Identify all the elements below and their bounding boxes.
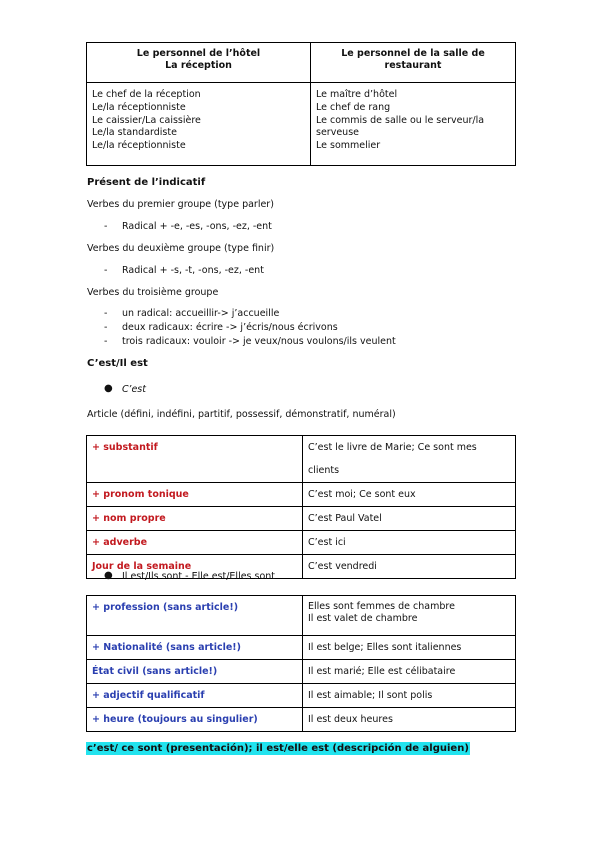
table-row (87, 660, 516, 684)
ilest-bullet-label: Il est/Ils sont - Elle est/Elles sont (122, 571, 276, 582)
cest-title: C’est/Il est (87, 358, 148, 369)
group3-rule-2: deux radicaux: écrire -> j’écris/nous écrivons (122, 322, 338, 333)
example-cell: Il est belge; Elles sont italiennes (303, 636, 516, 660)
dash-marker: - (104, 322, 108, 333)
list-item: Le/la standardiste (92, 127, 177, 139)
group1-title: Verbes du premier groupe (type parler) (87, 199, 274, 210)
example-cell: C’est moi; Ce sont eux (303, 483, 516, 507)
group2-title: Verbes du deuxième groupe (type finir) (87, 243, 275, 254)
example-cell: C’est ici (303, 531, 516, 555)
cest-bullet-label: C’est (122, 384, 146, 395)
dash-marker: - (104, 336, 108, 347)
table-row (87, 684, 516, 708)
rule-cell: + nom propre (87, 507, 303, 531)
list-item: Le chef de rang (316, 101, 391, 113)
group3-title: Verbes du troisième groupe (87, 287, 219, 298)
table-row (87, 596, 516, 636)
table-row (87, 436, 516, 483)
staff-restaurant-list (311, 83, 516, 166)
rule-cell: + pronom tonique (87, 483, 303, 507)
cest-table (86, 435, 516, 579)
table-row (87, 507, 516, 531)
staff-hotel-list (87, 83, 311, 166)
rule-cell: + adjectif qualificatif (87, 684, 303, 708)
example-cell: C’est le livre de Marie; Ce sont mes clients (303, 436, 516, 483)
rule-cell: + Nationalité (sans article!) (87, 636, 303, 660)
example-cell (303, 596, 516, 636)
list-item: Le chef de la réception (92, 89, 201, 100)
rule-cell: + substantif (87, 436, 303, 483)
bullet-icon: ● (104, 383, 113, 394)
staff-header-hotel-line1: Le personnel de l’hôtel (136, 48, 261, 59)
group1-rule: Radical + -e, -es, -ons, -ez, -ent (122, 221, 272, 232)
list-item: Le maître d’hôtel (316, 89, 398, 100)
group3-rule-3: trois radicaux: vouloir -> je veux/nous voulons/ils veulent (122, 336, 396, 347)
dash-marker: - (104, 308, 108, 319)
summary-highlight: c’est/ ce sont (presentación); il est/elle est (descripción de alguien) (87, 743, 469, 754)
rule-cell: + heure (toujours au singulier) (87, 708, 303, 732)
article-line: Article (défini, indéfini, partitif, possessif, démonstratif, numéral) (87, 409, 396, 420)
example-cell: C’est vendredi (303, 555, 516, 579)
example-line: Elles sont femmes de chambre (308, 601, 455, 612)
list-item: Le/la réceptionniste (92, 101, 186, 113)
list-item: Le caissier/La caissière (92, 114, 201, 126)
table-row (87, 708, 516, 732)
ilest-table (86, 595, 516, 732)
bullet-icon: ● (104, 570, 113, 581)
example-line: Il est valet de chambre (308, 613, 418, 624)
staff-header-hotel-line2: La réception (165, 60, 232, 71)
rule-cell: État civil (sans article!) (87, 660, 303, 684)
example-cell: C’est Paul Vatel (303, 507, 516, 531)
group2-rule: Radical + -s, -t, -ons, -ez, -ent (122, 265, 264, 276)
table-row (87, 636, 516, 660)
present-title: Présent de l’indicatif (87, 177, 206, 188)
table-row (87, 483, 516, 507)
dash-marker: - (104, 221, 108, 232)
example-cell: Il est deux heures (303, 708, 516, 732)
staff-header-restaurant: Le personnel de la salle de restaurant (311, 43, 516, 83)
list-item: Le commis de salle ou le serveur/la serveuse (316, 114, 485, 139)
staff-table (86, 42, 516, 166)
example-cell: Il est aimable; Il sont polis (303, 684, 516, 708)
dash-marker: - (104, 265, 108, 276)
example-cell: Il est marié; Elle est célibataire (303, 660, 516, 684)
list-item: Le sommelier (316, 140, 381, 152)
table-row (87, 531, 516, 555)
list-item: Le/la réceptionniste (92, 140, 186, 152)
rule-cell: Jour de la semaine (87, 555, 303, 579)
group3-rule-1: un radical: accueillir-> j’accueille (122, 308, 280, 319)
rule-cell: + adverbe (87, 531, 303, 555)
rule-cell: + profession (sans article!) (87, 596, 303, 636)
staff-header-hotel (87, 43, 311, 83)
